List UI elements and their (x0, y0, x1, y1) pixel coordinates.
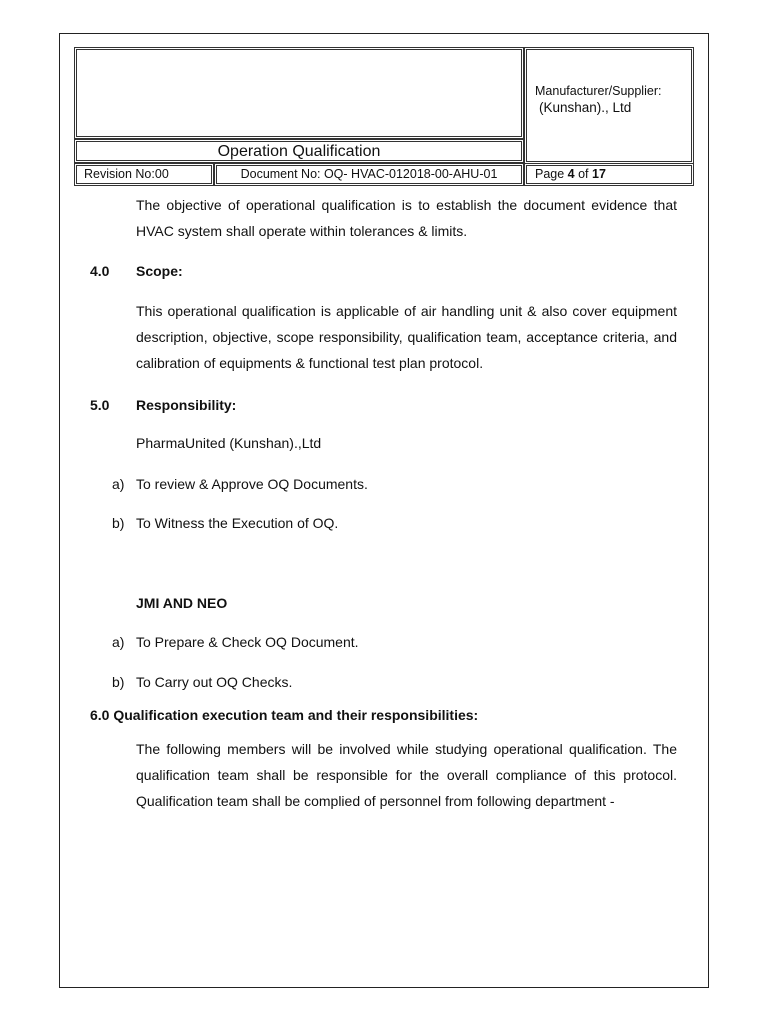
vendor-name: JMI AND NEO (136, 595, 228, 611)
list-item-text: To Witness the Execution of OQ. (136, 515, 339, 531)
page-current: 4 (567, 167, 575, 181)
scope-paragraph: This operational qualification is applicable of air handling unit & also cover equipment description, objective, scope responsibility, qualification team, acceptance criteria, and calibration of equipments & functional test plan protocol. (136, 303, 677, 371)
list-item-text: To Prepare & Check OQ Document. (136, 634, 359, 650)
responsibility-heading: Responsibility: (136, 397, 237, 413)
document-title: Operation Qualification (74, 139, 524, 163)
revision-number: Revision No:00 (74, 163, 214, 186)
page-total: 17 (592, 167, 606, 181)
list-item-label: b) (112, 674, 125, 690)
page-number (524, 163, 694, 186)
document-number: Document No: OQ- HVAC-012018-00-AHU-01 (214, 163, 524, 186)
manufacturer-label: Manufacturer/Supplier: (535, 84, 662, 98)
page-of: of (574, 167, 592, 181)
list-item-label: a) (112, 634, 125, 650)
company-name: PharmaUnited (Kunshan).,Ltd (136, 435, 322, 451)
list-item-label: b) (112, 515, 125, 531)
team-paragraph: The following members will be involved while studying operational qualification. The qualification team shall be responsible for the overall compliance of this protocol. Qualification team shall be complied of personnel from following department - (136, 741, 677, 809)
page-prefix: Page (535, 167, 568, 181)
list-item-text: To review & Approve OQ Documents. (136, 476, 368, 492)
team-heading: 6.0 Qualification execution team and their responsibilities: (90, 707, 479, 723)
manufacturer-name: (Kunshan)., Ltd (539, 100, 632, 115)
logo-cell (74, 47, 524, 139)
objective-paragraph: The objective of operational qualification is to establish the document evidence that HVAC system shall operate within tolerances & limits. (136, 197, 677, 239)
scope-heading: Scope: (136, 263, 183, 279)
responsibility-number: 5.0 (90, 397, 110, 413)
list-item-text: To Carry out OQ Checks. (136, 674, 293, 690)
scope-number: 4.0 (90, 263, 110, 279)
manufacturer-cell (524, 47, 694, 164)
list-item-label: a) (112, 476, 125, 492)
